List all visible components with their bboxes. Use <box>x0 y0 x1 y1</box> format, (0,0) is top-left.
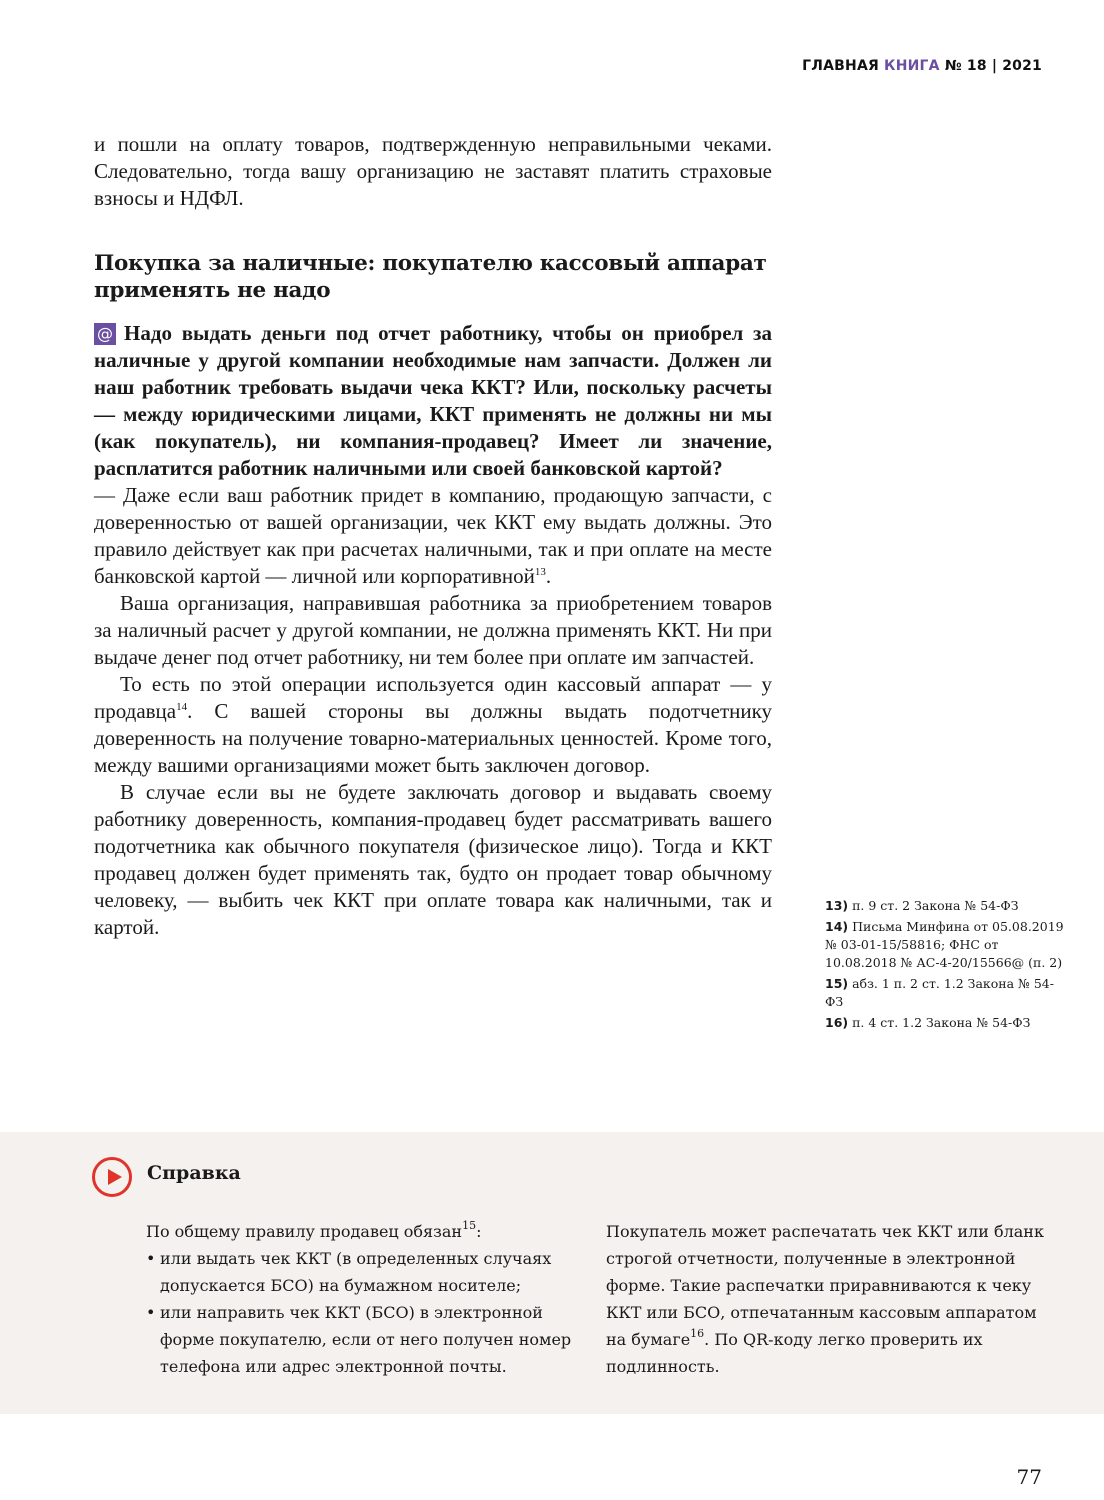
scalloped-edge <box>0 1126 1104 1138</box>
brand-name-part1: ГЛАВНАЯ <box>802 58 879 74</box>
footnote-text: п. 9 ст. 2 Закона № 54-ФЗ <box>852 898 1019 913</box>
reference-intro-text: По общему правилу продавец обязан <box>146 1222 463 1241</box>
reference-box-left-column <box>146 1218 576 1380</box>
issue-number: № 18 | 2021 <box>944 58 1042 74</box>
footnote-ref-15[interactable]: 15 <box>462 1219 477 1232</box>
list-item: • или направить чек ККТ (БСО) в электронной форме покупателю, если от него получен номер телефона или адрес электронной почты. <box>146 1299 576 1380</box>
intro-paragraph: и пошли на оплату товаров, подтвержденную неправильными чеками. Следовательно, тогда вашу организацию не заставят платить страховые взносы и НДФЛ. <box>94 132 772 210</box>
reference-right-text: Покупатель может распечатать чек ККТ или бланк строгой отчетности, полученные в электронной форме. Такие распечатки приравниваются к чеку ККТ или БСО, отпечатанным кассовым аппаратом на бумаге <box>606 1222 1044 1349</box>
footnote-ref-14[interactable]: 14 <box>176 701 188 713</box>
paragraph-4: В случае если вы не будете заключать договор и выдавать своему работнику доверенность, компания-продавец будет рассматривать вашего подотчетника как обычного покупателя (физическое лицо). Тогда и ККТ продавец должен будет применять так, будто он продает товар обычному человеку, — выбить чек ККТ при оплате товара как наличными, так и картой. <box>94 780 772 939</box>
footnotes <box>825 897 1065 1035</box>
footnote-number: 14) <box>825 919 849 934</box>
footnote-number: 13) <box>825 898 849 913</box>
paragraph-3 <box>94 671 772 779</box>
footnote-number: 15) <box>825 976 849 991</box>
brand-name-part2: КНИГА <box>884 58 940 74</box>
footnote-14 <box>825 918 1065 972</box>
at-icon: @ <box>94 323 116 345</box>
section-heading: Покупка за наличные: покупателю кассовый аппарат применять не надо <box>94 251 767 303</box>
list-item: • или выдать чек ККТ (в определенных случаях допускается БСО) на бумажном носителе; <box>146 1245 576 1299</box>
reference-list <box>146 1245 576 1380</box>
magazine-header <box>802 58 1042 74</box>
answer-end: . <box>545 564 552 588</box>
footnote-ref-13[interactable]: 13 <box>534 566 546 578</box>
paragraph-3-start: То есть по этой операции используется один кассовый аппарат — у продавца <box>94 672 772 723</box>
footnote-ref-16[interactable]: 16 <box>690 1327 705 1340</box>
answer-paragraph <box>94 482 772 590</box>
reference-right-end: . По QR-коду легко проверить их подлинность. <box>606 1330 983 1376</box>
footnote-text: п. 4 ст. 1.2 Закона № 54-ФЗ <box>852 1015 1031 1030</box>
answer-text: — Даже если ваш работник придет в компанию, продающую запчасти, с доверенностью от вашей организации, чек ККТ ему выдать должны. Это правило действует как при расчетах наличными, так и при оплате на месте банковской картой — личной или корпоративной <box>94 483 772 588</box>
question-text: Надо выдать деньги под отчет работнику, чтобы он приобрел за наличные у другой компании необходимые нам запчасти. Должен ли наш работник требовать выдачи чека ККТ? Или, поскольку расчеты — между юридическими лицами, ККТ применять не должны ни мы (как покупатель), ни компания-продавец? Имеет ли значение, расплатится работник наличными или своей банковской картой? <box>94 321 772 480</box>
reference-box-right-column <box>606 1218 1056 1380</box>
reference-intro-end: : <box>476 1222 482 1241</box>
page-number: 77 <box>1016 1465 1042 1489</box>
footnote-number: 16) <box>825 1015 849 1030</box>
paragraph-3-end: . С вашей стороны вы должны выдать подотчетнику доверенность на получение товарно-материальных ценностей. Кроме того, между вашими организациями может быть заключен договор. <box>94 699 772 777</box>
play-icon <box>92 1157 132 1197</box>
footnote-15 <box>825 975 1065 1011</box>
article-body <box>94 131 772 941</box>
reference-intro <box>146 1218 576 1245</box>
footnote-text: Письма Минфина от 05.08.2019 № 03-01-15/58816; ФНС от 10.08.2018 № АС-4-20/15566@ (п. 2) <box>825 919 1064 970</box>
reference-box-title: Справка <box>147 1162 241 1184</box>
footnote-16 <box>825 1014 1065 1032</box>
footnote-13 <box>825 897 1065 915</box>
footnote-text: абз. 1 п. 2 ст. 1.2 Закона № 54-ФЗ <box>825 976 1054 1009</box>
question-block <box>94 320 772 482</box>
paragraph-2: Ваша организация, направившая работника за приобретением товаров за наличный расчет у другой компании, не должна применять ККТ. Ни при выдаче денег под отчет работнику, ни тем более при оплате им запчастей. <box>94 591 772 669</box>
